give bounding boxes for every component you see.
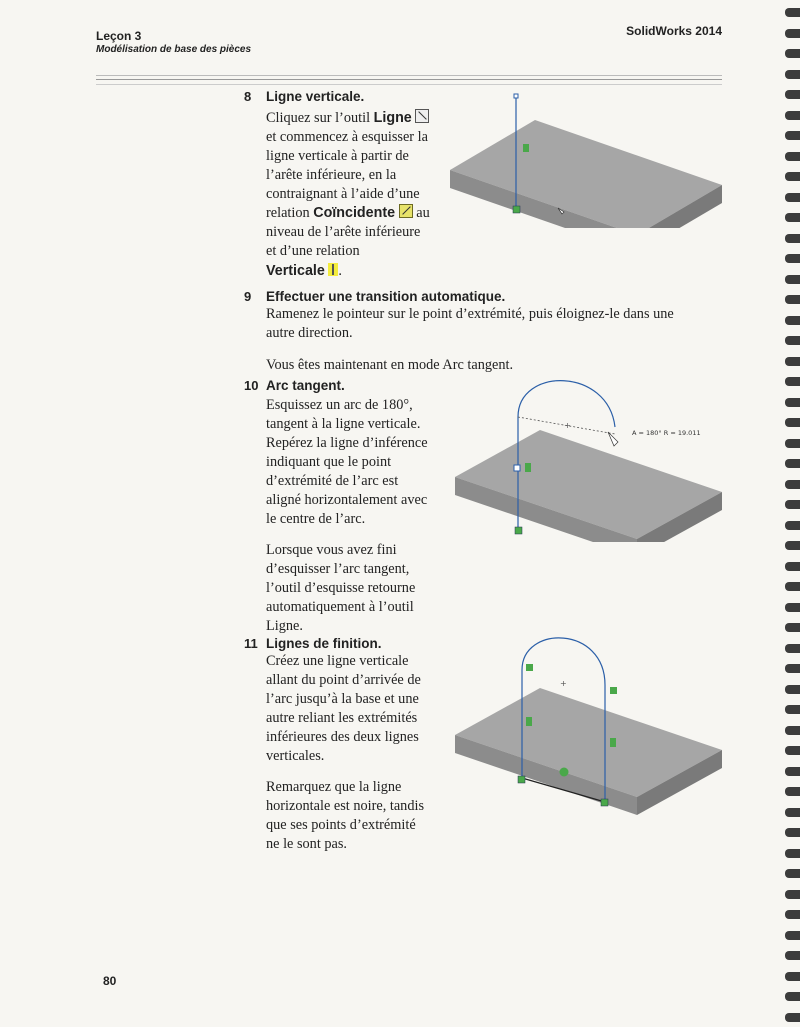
text-line: Esquissez un arc de 180°, — [266, 397, 413, 413]
arc-center-mark: + — [564, 421, 571, 430]
lesson-subtitle: Modélisation de base des pièces — [96, 44, 252, 55]
vertical-relation-glyph — [610, 738, 616, 747]
binding-coil — [785, 562, 800, 571]
binding-coil — [785, 931, 800, 940]
binding-coil — [785, 111, 800, 120]
binding-coil — [785, 377, 800, 386]
text-line: Créez une ligne verticale — [266, 653, 409, 669]
binding-coil — [785, 90, 800, 99]
binding-coil — [785, 172, 800, 181]
step-title: Arc tangent. — [266, 378, 345, 393]
binding-coil — [785, 746, 800, 755]
text-line: le centre de l’arc. — [266, 511, 366, 527]
text-line: verticales. — [266, 748, 325, 764]
binding-coil — [785, 705, 800, 714]
horizontal-relation-glyph — [560, 768, 569, 777]
text-run: Cliquez sur l’outil — [266, 110, 374, 126]
text-line: autre direction. — [266, 325, 353, 341]
binding-coil — [785, 1013, 800, 1022]
binding-coil — [785, 787, 800, 796]
binding-coil — [785, 910, 800, 919]
endpoint-marker — [514, 94, 518, 98]
binding-coil — [785, 972, 800, 981]
binding-coil — [785, 398, 800, 407]
binding-coil — [785, 849, 800, 858]
binding-coil — [785, 541, 800, 550]
tangent-arc — [522, 638, 605, 685]
coincident-relation-glyph — [515, 527, 522, 534]
vertical-relation-glyph — [525, 463, 531, 472]
product-label: SolidWorks 2014 — [626, 24, 722, 38]
text-line: Vous êtes maintenant en mode Arc tangent. — [266, 357, 514, 373]
tangent-relation-glyph — [610, 687, 617, 694]
binding-coil — [785, 603, 800, 612]
binding-coil — [785, 254, 800, 263]
lesson-label: Leçon 3 — [96, 29, 142, 43]
text-line: l’arc jusqu’à la base et une — [266, 691, 419, 707]
binding-coil — [785, 439, 800, 448]
text-line: indiquant que le point — [266, 454, 392, 470]
text-line: horizontale est noire, tandis — [266, 798, 425, 814]
coincident-relation-glyph — [518, 776, 525, 783]
binding-coil — [785, 357, 800, 366]
step-8-body — [266, 109, 456, 281]
text-line: l’outil d’esquisse retourne — [266, 580, 416, 596]
binding-coil — [785, 664, 800, 673]
figure-tangent-arc — [440, 372, 730, 542]
figure-finishing-lines — [440, 630, 730, 820]
text-line: autre reliant les extrémités — [266, 710, 418, 726]
text-line: Ligne. — [266, 618, 303, 634]
binding-coil — [785, 316, 800, 325]
binding-coil — [785, 193, 800, 202]
endpoint-marker — [514, 465, 520, 471]
text-line: et d’une relation — [266, 243, 360, 259]
tool-name: Ligne — [373, 110, 412, 126]
binding-coil — [785, 500, 800, 509]
binding-coil — [785, 623, 800, 632]
figure-vertical-line — [440, 88, 730, 228]
text-line: Lorsque vous avez fini — [266, 542, 397, 558]
step-9-body — [266, 305, 736, 375]
binding-coil — [785, 131, 800, 140]
page-number: 80 — [103, 974, 117, 988]
binding-coil — [785, 521, 800, 530]
vertical-relation-glyph — [526, 717, 532, 726]
binding-coil — [785, 480, 800, 489]
pencil-cursor-icon — [608, 432, 618, 446]
step-title: Ligne verticale. — [266, 89, 365, 104]
binding-coil — [785, 951, 800, 960]
coincident-relation-glyph — [513, 206, 520, 213]
step-11-body — [266, 652, 466, 854]
text-line: d’extrémité de l’arc est — [266, 473, 399, 489]
binding-coil — [785, 234, 800, 243]
binding-coil — [785, 8, 800, 17]
line-tool-icon — [415, 109, 429, 123]
text-line: ne le sont pas. — [266, 836, 347, 852]
coincident-relation-glyph — [601, 799, 608, 806]
binding-coil — [785, 49, 800, 58]
running-header-left — [96, 29, 251, 55]
binding-coil — [785, 808, 800, 817]
binding-coil — [785, 767, 800, 776]
binding-coil — [785, 582, 800, 591]
binding-coil — [785, 869, 800, 878]
binding-coil — [785, 828, 800, 837]
step-title: Effectuer une transition automatique. — [266, 289, 506, 304]
binding-coil — [785, 644, 800, 653]
text-run: relation — [266, 205, 314, 221]
binding-coil — [785, 295, 800, 304]
text-line: aligné horizontalement avec — [266, 492, 428, 508]
vertical-relation-icon — [328, 263, 338, 276]
text-line: Remarquez que la ligne — [266, 779, 402, 795]
text-line: que ses points d’extrémité — [266, 817, 416, 833]
step-number: 8 — [244, 89, 252, 104]
text-line: inférieures des deux lignes — [266, 729, 419, 745]
text-line: tangent à la ligne verticale. — [266, 416, 421, 432]
binding-coil — [785, 29, 800, 38]
text-line: Ramenez le pointeur sur le point d’extrémité, puis éloignez-le dans une — [266, 306, 674, 322]
step-number: 10 — [244, 378, 259, 393]
binding-coil — [785, 685, 800, 694]
text-run: au — [412, 205, 430, 221]
step-number: 11 — [244, 636, 258, 651]
binding-coil — [785, 336, 800, 345]
vertical-relation-glyph — [523, 144, 529, 152]
text-line: l’arête inférieure, en la — [266, 167, 397, 183]
binding-coil — [785, 459, 800, 468]
relation-name: Verticale — [266, 263, 325, 279]
text-run: . — [338, 263, 342, 279]
step-title: Lignes de finition. — [266, 636, 382, 651]
spiral-binding — [780, 0, 800, 1027]
text-line: niveau de l’arête inférieure — [266, 224, 421, 240]
binding-coil — [785, 213, 800, 222]
header-rule — [96, 75, 722, 76]
coincident-relation-icon — [399, 204, 413, 218]
text-line: Repérez la ligne d’inférence — [266, 435, 428, 451]
binding-coil — [785, 70, 800, 79]
binding-coil — [785, 992, 800, 1001]
text-line: allant du point d’arrivée de — [266, 672, 421, 688]
arc-center-mark: + — [560, 679, 567, 688]
arc-dimension-label: A = 180° R = 19.011 — [632, 429, 701, 437]
binding-coil — [785, 726, 800, 735]
binding-coil — [785, 418, 800, 427]
tangent-relation-glyph — [526, 664, 533, 671]
binding-coil — [785, 890, 800, 899]
binding-coil — [785, 275, 800, 284]
step-number: 9 — [244, 289, 252, 304]
text-line: ligne verticale à partir de — [266, 148, 409, 164]
relation-name: Coïncidente — [313, 205, 396, 221]
header-rule — [96, 79, 722, 80]
binding-coil — [785, 152, 800, 161]
text-line: et commencez à esquisser la — [266, 129, 428, 145]
header-rule — [96, 84, 722, 85]
text-line: automatiquement à l’outil — [266, 599, 414, 615]
text-line: contraignant à l’aide d’une — [266, 186, 420, 202]
step-10-body — [266, 396, 466, 636]
text-line: d’esquisser l’arc tangent, — [266, 561, 410, 577]
